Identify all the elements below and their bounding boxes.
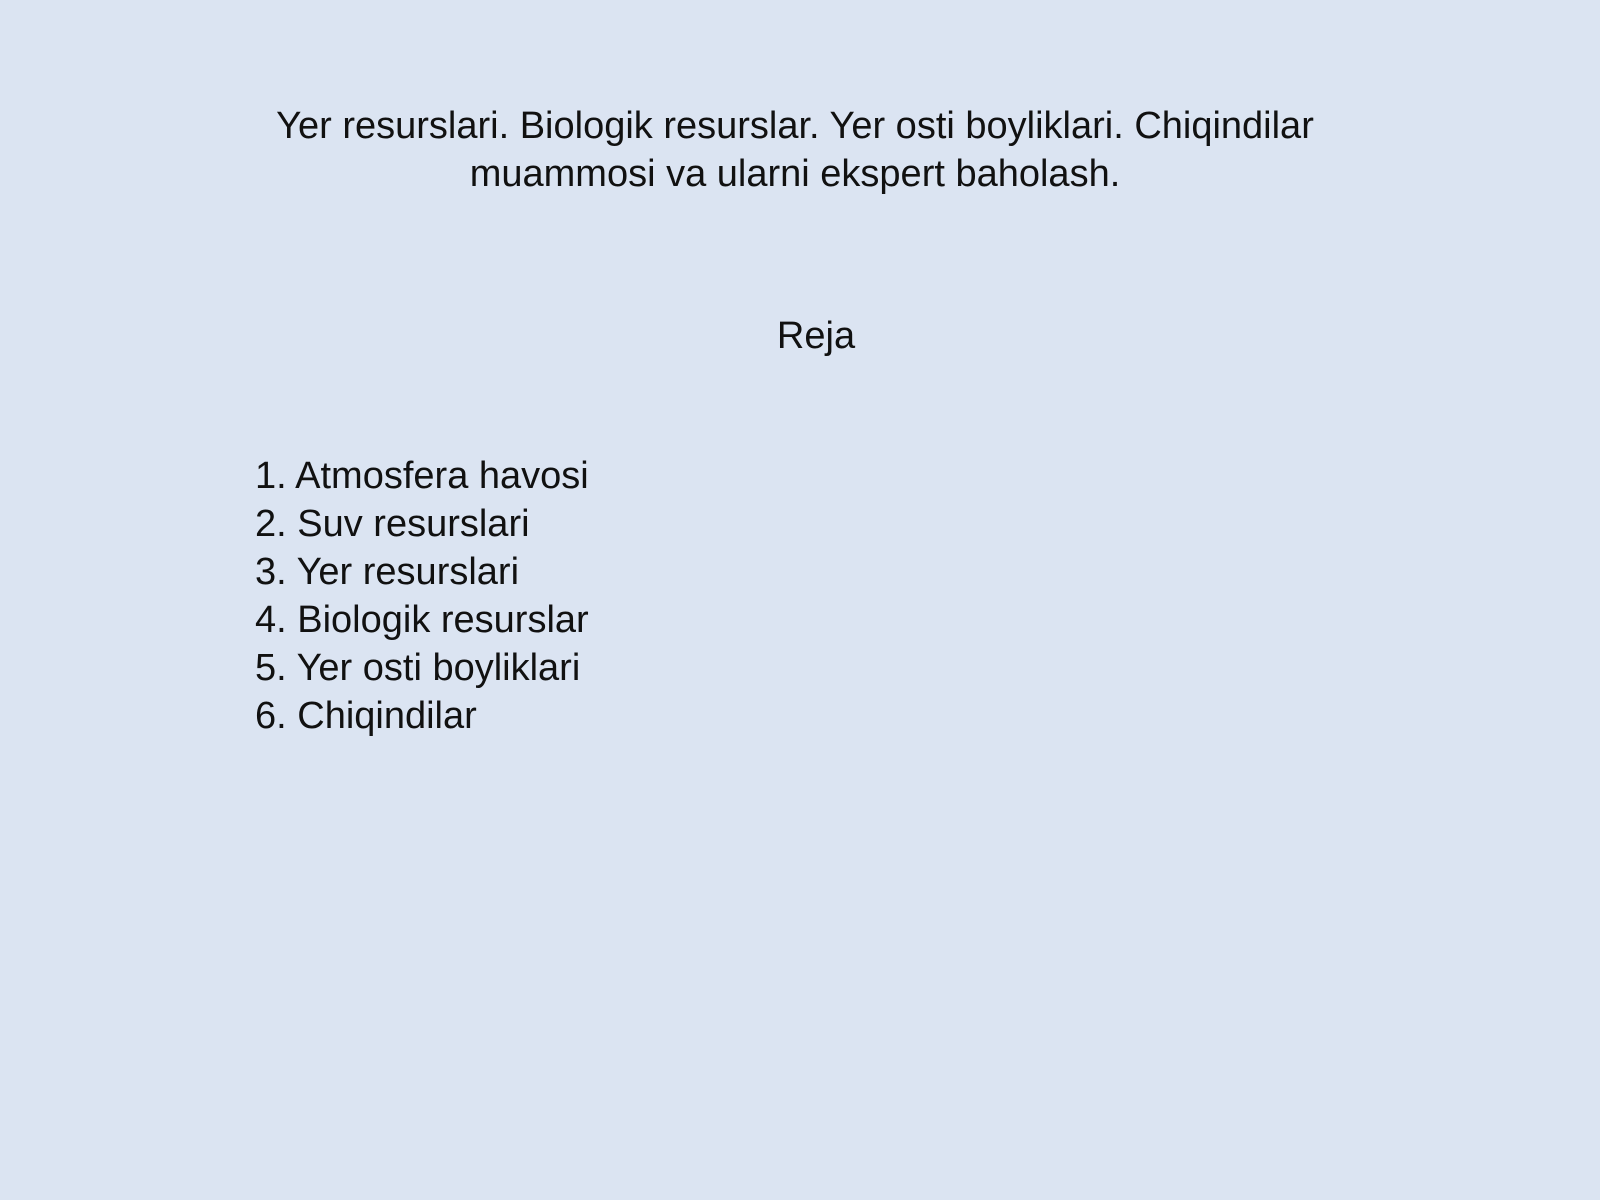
plan-item: 5. Yer osti boyliklari [255, 647, 581, 689]
plan-list [255, 452, 589, 740]
plan-item: 6. Chiqindilar [255, 695, 477, 737]
plan-item: 1. Atmosfera havosi [255, 455, 589, 497]
plan-item: 3. Yer resurslari [255, 551, 520, 593]
slide-title-line: muammosi va ularni ekspert baholash. [469, 153, 1121, 195]
slide-title [200, 102, 1390, 198]
plan-item: 4. Biologik resurslar [255, 599, 589, 641]
slide-title-line: Yer resurslari. Biologik resurslar. Yer osti boyliklari. Chiqindilar [276, 105, 1314, 147]
plan-item: 2. Suv resurslari [255, 503, 530, 545]
plan-heading: Reja [776, 315, 856, 357]
